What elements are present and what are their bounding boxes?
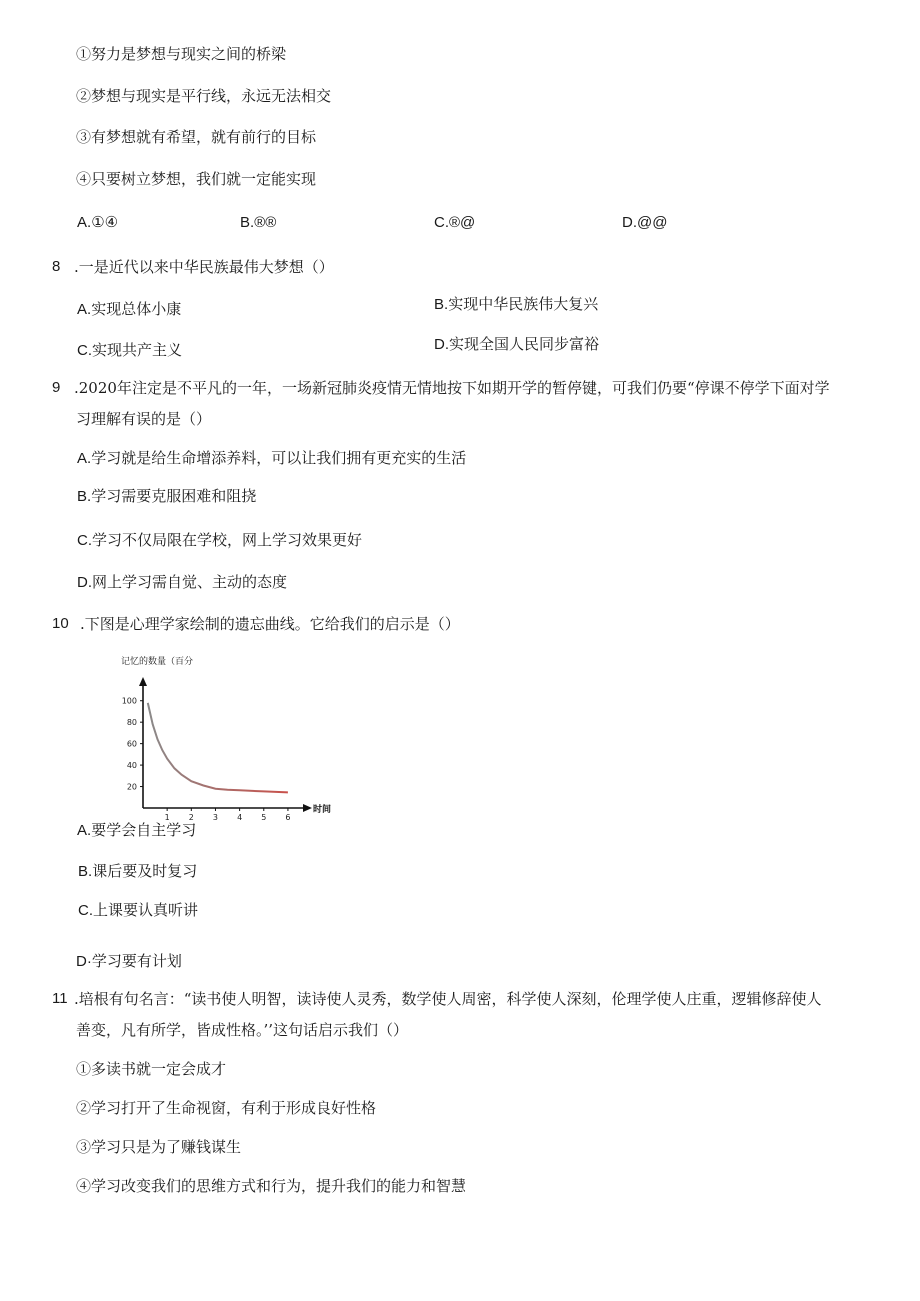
q9-number: 9 (52, 379, 61, 396)
q9-option-a-text: 学习就是给生命增添养料，可以让我们拥有更充实的生活 (91, 449, 467, 467)
x-tick-label: 5 (261, 813, 267, 820)
y-tick-label: 20 (126, 782, 137, 792)
x-tick-label: 3 (212, 813, 219, 820)
q7-option-b-text: ®® (254, 214, 277, 231)
q8-option-c-letter: C. (77, 342, 92, 359)
x-axis-arrow (303, 804, 312, 812)
q10-option-d (76, 951, 182, 972)
q9-option-a (77, 448, 466, 469)
q11-statement-3: ③学习只是为了赚钱谋生 (76, 1138, 242, 1156)
q8-option-a-letter: A. (77, 301, 92, 318)
q9-option-b-letter: B. (77, 488, 92, 505)
q10-number: 10 (52, 615, 69, 632)
q9-option-b (77, 486, 256, 507)
q9-option-b-text: 学习需要克服困难和阻挠 (91, 487, 257, 505)
q10-option-b-text: 课后要及时复习 (92, 862, 198, 880)
y-tick-label: 40 (126, 761, 137, 771)
q11-statement-4: ④学习改变我们的思维方式和行为，提升我们的能力和智慧 (76, 1177, 467, 1195)
q9-text-line1: .2020年注定是不平凡的一年，一场新冠肺炎疫情无情地按下如期开学的暂停键，可我们仍要“停课不停学下面对学 (74, 379, 830, 397)
q11-statement-2: ②学习打开了生命视窗，有利于形成良好性格 (76, 1099, 377, 1117)
q8-option-a (77, 299, 181, 320)
q10-text: .下图是心理学家绘制的遗忘曲线。它给我们的启示是（） (80, 615, 460, 633)
q10-option-a-text: 要学会自主学习 (91, 821, 197, 839)
q7-option-b-letter: B. (240, 214, 255, 231)
q10-option-d-text: 学习要有计划 (91, 952, 182, 970)
q8-number: 8 (52, 258, 61, 275)
x-axis-label: 时间 (313, 805, 332, 815)
q8-text: .一是近代以来中华民族最伟大梦想（） (74, 258, 334, 276)
chart-title: 记忆的数量（百分 (121, 657, 194, 667)
q10-option-a-letter: A. (77, 822, 92, 839)
y-axis-arrow (139, 677, 147, 686)
q7-option-c-letter: C. (434, 214, 449, 231)
q8-option-b (434, 294, 598, 315)
q8-option-b-text: 实现中华民族伟大复兴 (448, 295, 599, 313)
q9-option-d-text: 网上学习需自觉、主动的态度 (92, 573, 288, 591)
q11-statement-1: ①多读书就一定会成才 (76, 1060, 227, 1078)
q8-option-d (434, 334, 599, 355)
q7-statement-3: ③有梦想就有希望，就有前行的目标 (76, 128, 317, 146)
q8-option-d-text: 实现全国人民同步富裕 (449, 335, 600, 353)
q7-statement-1: ①努力是梦想与现实之间的桥梁 (76, 45, 287, 63)
q11-text-line1: .培根有句名言：“读书使人明智，读诗使人灵秀，数学使人周密，科学使人深刻，伦理学使人庄重，逻辑修辞使人 (74, 990, 822, 1008)
forgetting-curve-line (148, 703, 288, 793)
q8-option-d-letter: D. (434, 336, 449, 353)
q9-text-line2: 习理解有误的是（） (76, 410, 212, 428)
q9-option-c-letter: C. (77, 532, 92, 549)
q7-option-d-letter: D. (622, 214, 637, 231)
forgetting-curve-chart (100, 650, 350, 820)
x-tick-label: 4 (237, 813, 243, 820)
q9-option-c (77, 530, 362, 551)
q7-option-d-text: @@ (637, 214, 668, 231)
x-tick-label: 6 (285, 813, 291, 820)
q9-option-d (77, 572, 287, 593)
x-tick-label: 2 (188, 813, 194, 820)
q7-statement-4: ④只要树立梦想，我们就一定能实现 (76, 170, 317, 188)
q10-option-c-text: 上课要认真听讲 (93, 901, 199, 919)
q9-option-a-letter: A. (77, 450, 92, 467)
q8-option-b-letter: B. (434, 296, 449, 313)
q8-option-c-text: 实现共产主义 (92, 341, 183, 359)
q7-option-a-letter: A. (77, 214, 92, 231)
q7-option-c-text: ®@ (449, 214, 476, 231)
q8-option-a-text: 实现总体小康 (91, 300, 182, 318)
y-tick-label: 60 (126, 739, 137, 749)
q10-option-b (78, 861, 197, 882)
x-tick-label: 1 (164, 813, 170, 820)
q10-option-a (77, 820, 196, 841)
q7-option-b (240, 212, 276, 233)
q10-option-c (78, 900, 198, 921)
x-ticks (165, 808, 291, 820)
q10-option-c-letter: C. (78, 902, 93, 919)
q7-option-d (622, 212, 667, 233)
q7-statement-2: ②梦想与现实是平行线，永远无法相交 (76, 87, 332, 105)
q10-option-d-letter: D· (76, 953, 92, 970)
q9-option-d-letter: D. (77, 574, 92, 591)
y-tick-label: 80 (126, 718, 137, 728)
y-tick-label: 100 (121, 696, 137, 706)
q11-number: 11 (52, 990, 68, 1007)
q9-option-c-text: 学习不仅局限在学校，网上学习效果更好 (92, 531, 363, 549)
y-ticks (122, 697, 143, 792)
q7-option-a-text: ①④ (91, 213, 119, 231)
q8-option-c (77, 340, 182, 361)
q7-option-c (434, 212, 475, 233)
q11-text-line2: 善变，凡有所学，皆成性格。’’这句话启示我们（） (76, 1021, 409, 1039)
q10-option-b-letter: B. (78, 863, 93, 880)
q7-option-a (77, 212, 118, 233)
